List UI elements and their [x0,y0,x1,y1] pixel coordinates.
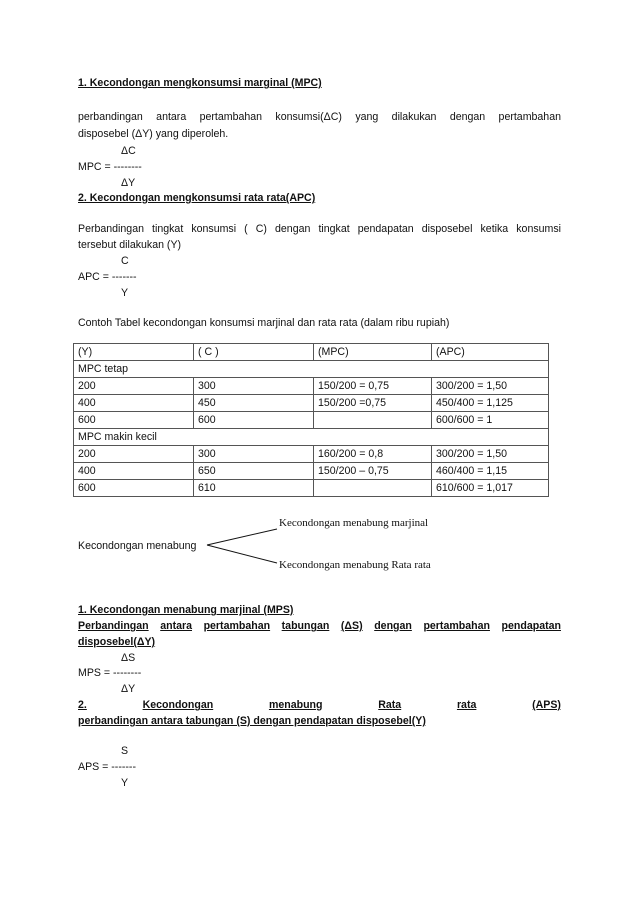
group-label: MPC makin kecil [74,429,549,446]
table-row [74,463,549,480]
mps-desc-word: dengan [374,620,412,632]
table-cell [314,480,432,497]
header-cell: ( C ) [194,344,314,361]
mps-desc-word: pertambahan [423,620,490,632]
consumption-table [73,343,549,497]
apc-desc-line2: tersebut dilakukan (Y) [78,239,182,251]
branch-arrow-upper [207,529,277,545]
table-cell: 610 [194,480,314,497]
mpc-numerator: ΔC [121,145,136,157]
aps-heading-word: (APS) [532,699,561,711]
mpc-heading: 1. Kecondongan mengkonsumsi marginal (MPC) [78,77,322,89]
table-cell: 460/400 = 1,15 [432,463,549,480]
mps-desc-word: (ΔS) [340,620,363,632]
mps-desc-word: tabungan [281,620,330,632]
header-cell: (Y) [74,344,194,361]
table-cell: 300/200 = 1,50 [432,446,549,463]
table-cell: 150/200 – 0,75 [314,463,432,480]
mps-formula: MPS = -------- [78,667,142,679]
table-group-row [74,429,549,446]
table-cell: 610/600 = 1,017 [432,480,549,497]
aps-denominator: Y [121,777,129,789]
aps-heading-word: Kecondongan [142,699,214,711]
diagram-upper-label: Kecondongan menabung marjinal [279,517,429,529]
aps-heading [78,697,561,714]
aps-numerator: S [121,745,129,757]
apc-denominator: Y [121,287,129,299]
diagram-branch-arrows [205,526,280,566]
mps-numerator: ΔS [121,652,136,664]
table-cell: 160/200 = 0,8 [314,446,432,463]
diagram-lower-label: Kecondongan menabung Rata rata [279,559,431,571]
aps-formula: APS = ------- [78,761,136,773]
aps-heading-word: 2. [78,699,87,711]
table-row [74,395,549,412]
apc-numerator: C [121,255,129,267]
mps-desc-word: pendapatan [501,620,561,632]
mps-desc-word: Perbandingan [78,620,149,632]
mpc-desc-line1: perbandingan antara pertambahan konsumsi(ΔC) yang dilakukan dengan pertambahan [78,111,561,123]
header-cell: (APC) [432,344,549,361]
mps-desc-word: antara [160,620,192,632]
table-row [74,446,549,463]
mpc-formula: MPC = -------- [78,161,142,173]
table-header-row [74,344,549,361]
aps-desc: perbandingan antara tabungan (S) dengan pendapatan disposebel(Y) [78,715,426,727]
mps-desc-line2: disposebel(ΔY) [78,636,156,648]
branch-arrow-lower [207,545,277,563]
table-cell: 600 [74,412,194,429]
mpc-desc-line2: disposebel (ΔY) yang diperoleh. [78,128,229,140]
table-cell: 200 [74,378,194,395]
mps-desc-word: pertambahan [203,620,271,632]
mps-desc-line1 [78,618,561,635]
table-row [74,412,549,429]
mps-heading: 1. Kecondongan menabung marjinal (MPS) [78,604,294,616]
table-row [74,378,549,395]
aps-heading-word: menabung [268,699,323,711]
group-label: MPC tetap [74,361,549,378]
table-cell: 650 [194,463,314,480]
diagram-root-label: Kecondongan menabung [78,540,197,552]
header-cell: (MPC) [314,344,432,361]
table-cell [314,412,432,429]
table-cell: 150/200 = 0,75 [314,378,432,395]
mpc-denominator: ΔY [121,177,136,189]
table-cell: 150/200 =0,75 [314,395,432,412]
apc-formula: APC = ------- [78,271,137,283]
table-cell: 600/600 = 1 [432,412,549,429]
table-group-row [74,361,549,378]
mps-denominator: ΔY [121,683,136,695]
table-cell: 300/200 = 1,50 [432,378,549,395]
table-cell: 200 [74,446,194,463]
table-cell: 450/400 = 1,125 [432,395,549,412]
aps-heading-word: rata [456,699,477,711]
table-cell: 450 [194,395,314,412]
table-caption: Contoh Tabel kecondongan konsumsi marjinal dan rata rata (dalam ribu rupiah) [78,317,450,329]
table-cell: 600 [194,412,314,429]
apc-heading: 2. Kecondongan mengkonsumsi rata rata(APC) [78,192,316,204]
aps-heading-word: Rata [378,699,402,711]
table-cell: 300 [194,378,314,395]
apc-desc-line1: Perbandingan tingkat konsumsi ( C) dengan tingkat pendapatan disposebel ketika konsumsi [78,223,561,235]
table-row [74,480,549,497]
table-cell: 600 [74,480,194,497]
table-cell: 400 [74,463,194,480]
table-cell: 300 [194,446,314,463]
table-cell: 400 [74,395,194,412]
